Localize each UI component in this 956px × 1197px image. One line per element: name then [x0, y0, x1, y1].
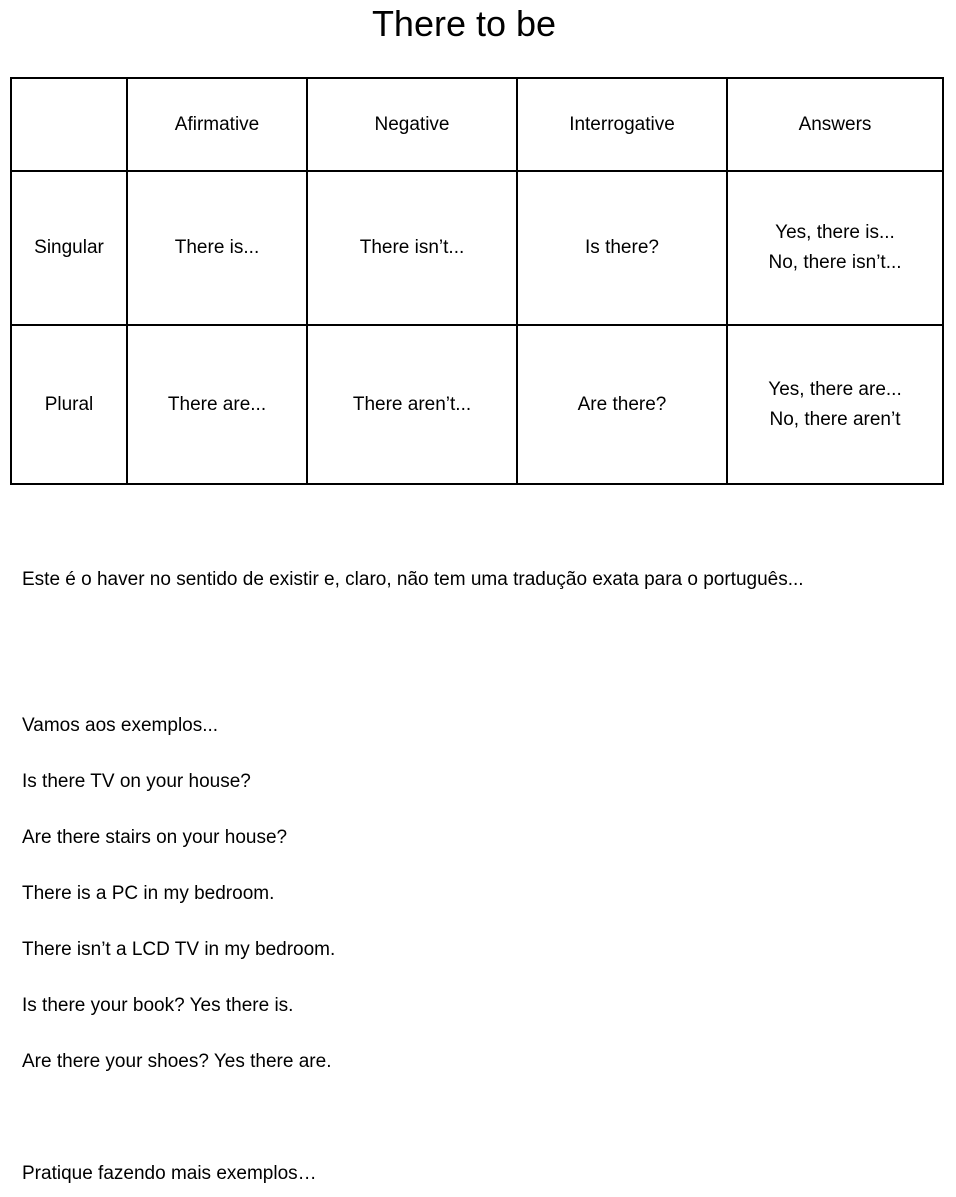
row-label-singular: Singular [11, 171, 127, 325]
answer-no: No, there isn’t... [768, 252, 902, 273]
cell-singular-interrogative: Is there? [517, 171, 727, 325]
header-cell-afirmative: Afirmative [127, 78, 307, 171]
example-line: Are there stairs on your house? [22, 827, 288, 848]
cell-singular-afirmative: There is... [127, 171, 307, 325]
header-cell-empty [11, 78, 127, 171]
header-cell-interrogative: Interrogative [517, 78, 727, 171]
cell-plural-afirmative: There are... [127, 325, 307, 484]
header-cell-answers: Answers [727, 78, 943, 171]
row-label-plural: Plural [11, 325, 127, 484]
example-line: There isn’t a LCD TV in my bedroom. [22, 939, 336, 960]
example-line: Is there your book? Yes there is. [22, 995, 294, 1016]
table-row-plural [11, 325, 943, 484]
cell-plural-negative: There aren’t... [307, 325, 517, 484]
example-line: There is a PC in my bedroom. [22, 883, 275, 904]
example-line: Are there your shoes? Yes there are. [22, 1051, 332, 1072]
closing-line: Pratique fazendo mais exemplos… [22, 1163, 317, 1184]
cell-plural-interrogative: Are there? [517, 325, 727, 484]
answer-no: No, there aren’t [769, 408, 901, 430]
example-line: Is there TV on your house? [22, 771, 251, 792]
grammar-table [10, 77, 944, 485]
examples-heading: Vamos aos exemplos... [22, 715, 219, 736]
cell-plural-answers [727, 325, 943, 484]
header-cell-negative: Negative [307, 78, 517, 171]
answer-yes: Yes, there is... [775, 222, 895, 243]
answer-yes: Yes, there are... [768, 378, 902, 400]
table-header-row [11, 78, 943, 171]
intro-paragraph: Este é o haver no sentido de existir e, claro, não tem uma tradução exata para o português... [22, 569, 804, 590]
table-row-singular [11, 171, 943, 325]
cell-singular-negative: There isn’t... [307, 171, 517, 325]
page-title: There to be [371, 3, 557, 44]
cell-singular-answers [727, 171, 943, 325]
